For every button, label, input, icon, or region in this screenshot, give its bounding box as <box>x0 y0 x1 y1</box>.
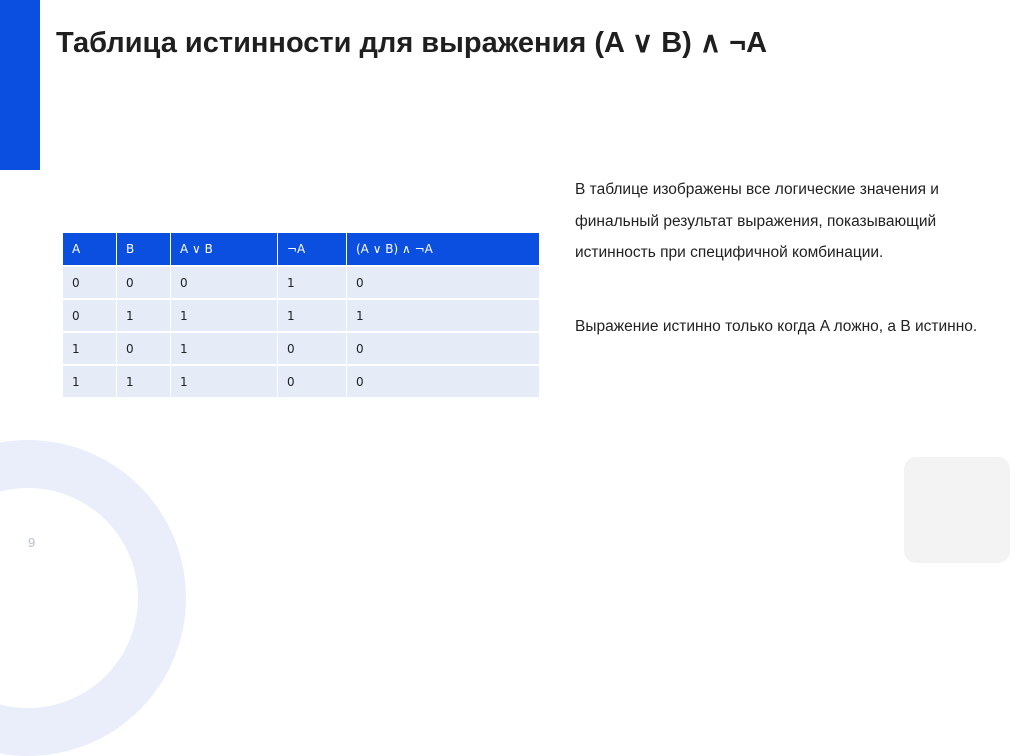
cell: 0 <box>278 365 347 397</box>
description-paragraph: Выражение истинно только когда A ложно, а B истинно. <box>575 317 978 335</box>
cell: 1 <box>171 332 278 365</box>
cell: 0 <box>347 332 540 365</box>
table-header-row <box>63 233 539 266</box>
cell: 1 <box>278 266 347 299</box>
cell: 1 <box>171 299 278 332</box>
cell: 0 <box>117 332 171 365</box>
cell: 0 <box>63 299 117 332</box>
table-row <box>63 332 539 365</box>
cell: 0 <box>117 266 171 299</box>
cell: 1 <box>278 299 347 332</box>
accent-bar <box>0 0 40 170</box>
table-row <box>63 299 539 332</box>
table-row <box>63 266 539 299</box>
cell: 0 <box>63 266 117 299</box>
truth-table <box>63 233 539 397</box>
cell: 0 <box>278 332 347 365</box>
description <box>575 174 1005 342</box>
decorative-corner-box <box>904 457 1010 563</box>
cell: 1 <box>63 365 117 397</box>
cell: 1 <box>117 365 171 397</box>
description-paragraph: В таблице изображены все логические значения и финальный результат выражения, показывающий истинность при специфичной комбинации. <box>575 181 939 261</box>
cell: 0 <box>347 266 540 299</box>
table-row <box>63 365 539 397</box>
page-number: 9 <box>28 535 36 550</box>
cell: 1 <box>63 332 117 365</box>
cell: 1 <box>347 299 540 332</box>
header-b: B <box>117 233 171 266</box>
cell: 1 <box>117 299 171 332</box>
header-not-a: ¬A <box>278 233 347 266</box>
cell: 0 <box>171 266 278 299</box>
header-a: A <box>63 233 117 266</box>
cell: 0 <box>347 365 540 397</box>
cell: 1 <box>171 365 278 397</box>
decorative-ring <box>0 440 186 756</box>
header-result: (A ∨ B) ∧ ¬A <box>347 233 540 266</box>
header-a-or-b: A ∨ B <box>171 233 278 266</box>
slide-title: Таблица истинности для выражения (A ∨ B) ∧ ¬A <box>56 27 768 59</box>
